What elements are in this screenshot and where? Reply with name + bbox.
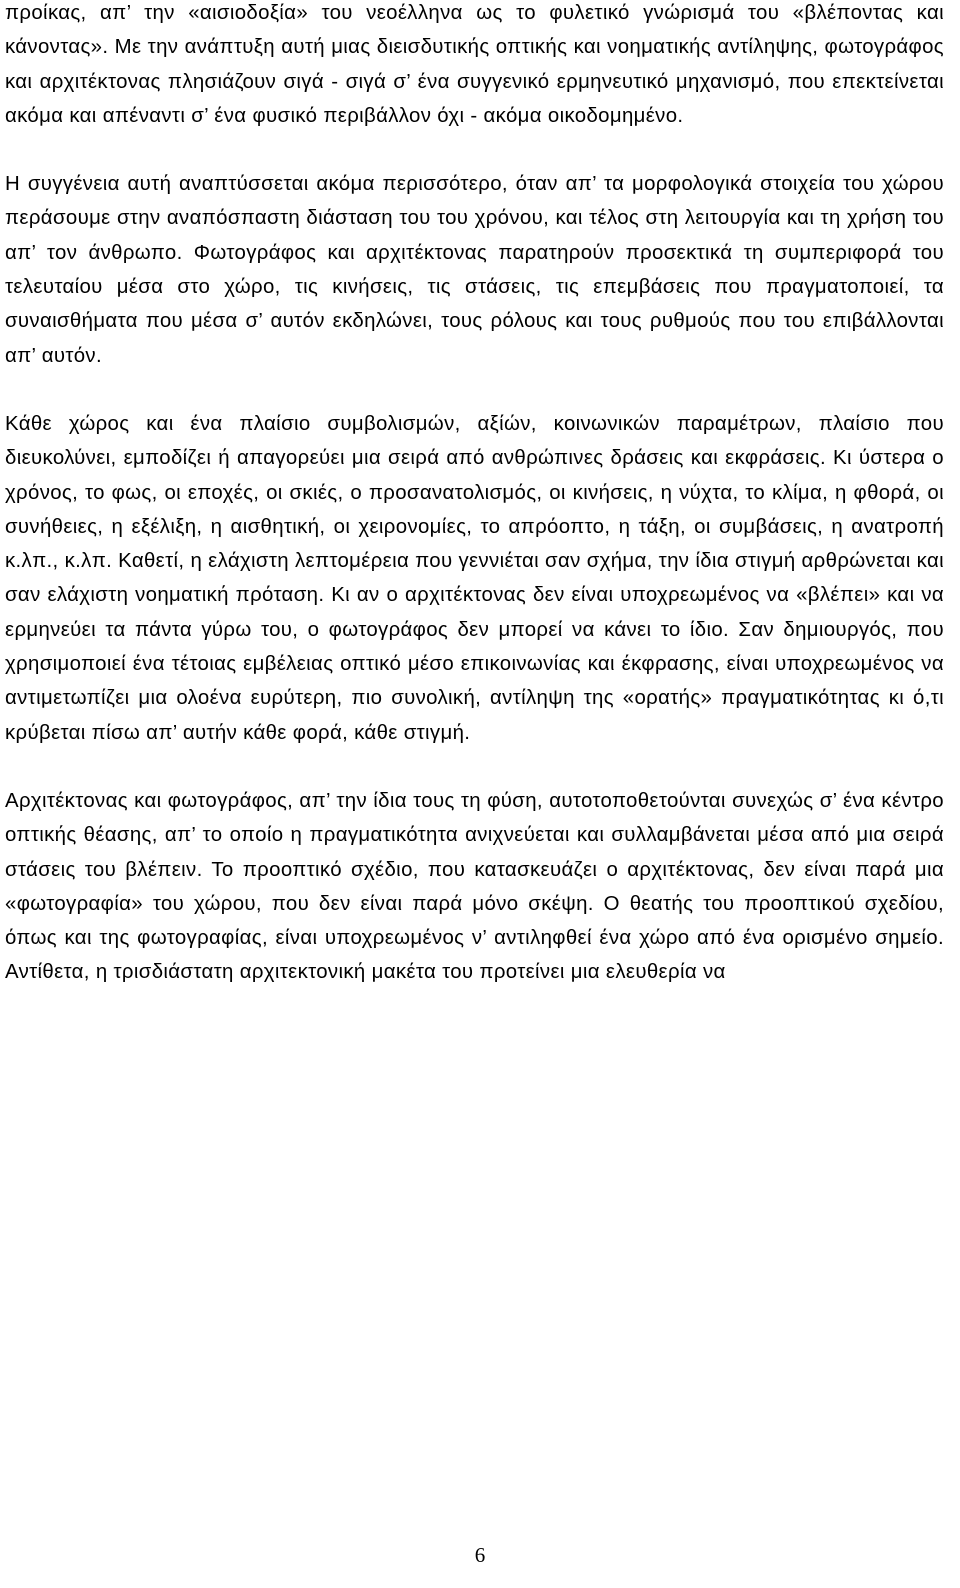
body-text xyxy=(5,0,944,990)
paragraph-2: Η συγγένεια αυτή αναπτύσσεται ακόμα περισσότερο, όταν απ’ τα μορφολογικά στοιχεία του χώρου περάσουμε στην αναπόσπαστη διάσταση του του χρόνου, και τέλος στη λειτουργία και τη χρήση του απ’ τον άνθρωπο. Φωτογράφος και αρχιτέκτονας παρατηρούν προσεκτικά τη συμπεριφορά του τελευταίου μέσα στο χώρο, τις κινήσεις, τις στάσεις, τις επεμβάσεις που πραγματοποιεί, τα συναισθήματα που μέσα σ’ αυτόν εκδηλώνει, τους ρόλους και τους ρυθμούς που του επιβάλλονται απ’ αυτόν. xyxy=(5,173,944,367)
paragraph-3: Κάθε χώρος και ένα πλαίσιο συμβολισμών, αξίών, κοινωνικών παραμέτρων, πλαίσιο που διευκολύνει, εμποδίζει ή απαγορεύει μια σειρά από ανθρώπινες δράσεις και εκφράσεις. Κι ύστερα ο χρόνος, το φως, οι εποχές, οι σκιές, ο προσανατολισμός, οι κινήσεις, η νύχτα, το κλίμα, η φθορά, οι συνήθειες, η εξέλιξη, η αισθητική, οι χειρονομίες, το απρόοπτο, η τάξη, οι συμβάσεις, η ανατροπή κ.λπ., κ.λπ. Καθετί, η ελάχιστη λεπτομέρεια που γεννιέται σαν σχήμα, την ίδια στιγμή αρθρώνεται και σαν ελάχιστη νοηματική πρόταση. Κι αν ο αρχιτέκτονας δεν είναι υποχρεωμένος να «βλέπει» και να ερμηνεύει τα πάντα γύρω του, ο φωτογράφος δεν μπορεί να κάνει το ίδιο. Σαν δημιουργός, που χρησιμοποιεί ένα τέτοιας εμβέλειας οπτικό μέσο επικοινωνίας και έκφρασης, είναι υποχρεωμένος να αντιμετωπίζει μια ολοένα ευρύτερη, πιο συνολική, αντίληψη της «ορατής» πραγματικότητας κι ό,τι κρύβεται πίσω απ’ αυτήν κάθε φορά, κάθε στιγμή. xyxy=(5,412,944,744)
page-number: 6 xyxy=(474,1543,486,1567)
paragraph-4: Αρχιτέκτονας και φωτογράφος, απ’ την ίδια τους τη φύση, αυτοτοποθετούνται συνεχώς σ’ ένα κέντρο οπτικής θέασης, απ’ το οποίο η πραγματικότητα ανιχνεύεται και συλλαμβάνεται μέσα από μια σειρά στάσεις του βλέπειν. Το προοπτικό σχέδιο, που κατασκευάζει ο αρχιτέκτονας, δεν είναι παρά μια «φωτογραφία» του χώρου, που δεν είναι παρά μόνο σκέψη. Ο θεατής του προοπτικού σχεδίου, όπως και της φωτογραφίας, είναι υποχρεωμένος ν’ αντιληφθεί ένα χώρο από ένα ορισμένο σημείο. Αντίθετα, η τρισδιάστατη αρχιτεκτονική μακέτα του προτείνει μια ελευθερία να xyxy=(5,789,944,984)
paragraph-gap xyxy=(5,133,944,167)
paragraph-gap xyxy=(5,373,944,407)
paragraph-1: προίκας, απ’ την «αισιοδοξία» του νεοέλληνα ως το φυλετικό γνώρισμά του «βλέποντας και κάνοντας». Με την ανάπτυξη αυτή μιας διεισδυτικής οπτικής και νοηματικής αντίληψης, φωτογράφος και αρχιτέκτονας πλησιάζουν σιγά - σιγά σ’ ένα συγγενικό ερμηνευτικό μηχανισμό, που επεκτείνεται ακόμα και απέναντι σ’ ένα φυσικό περιβάλλον όχι - ακόμα οικοδομημένο. xyxy=(5,2,944,127)
paragraph-gap xyxy=(5,750,944,784)
